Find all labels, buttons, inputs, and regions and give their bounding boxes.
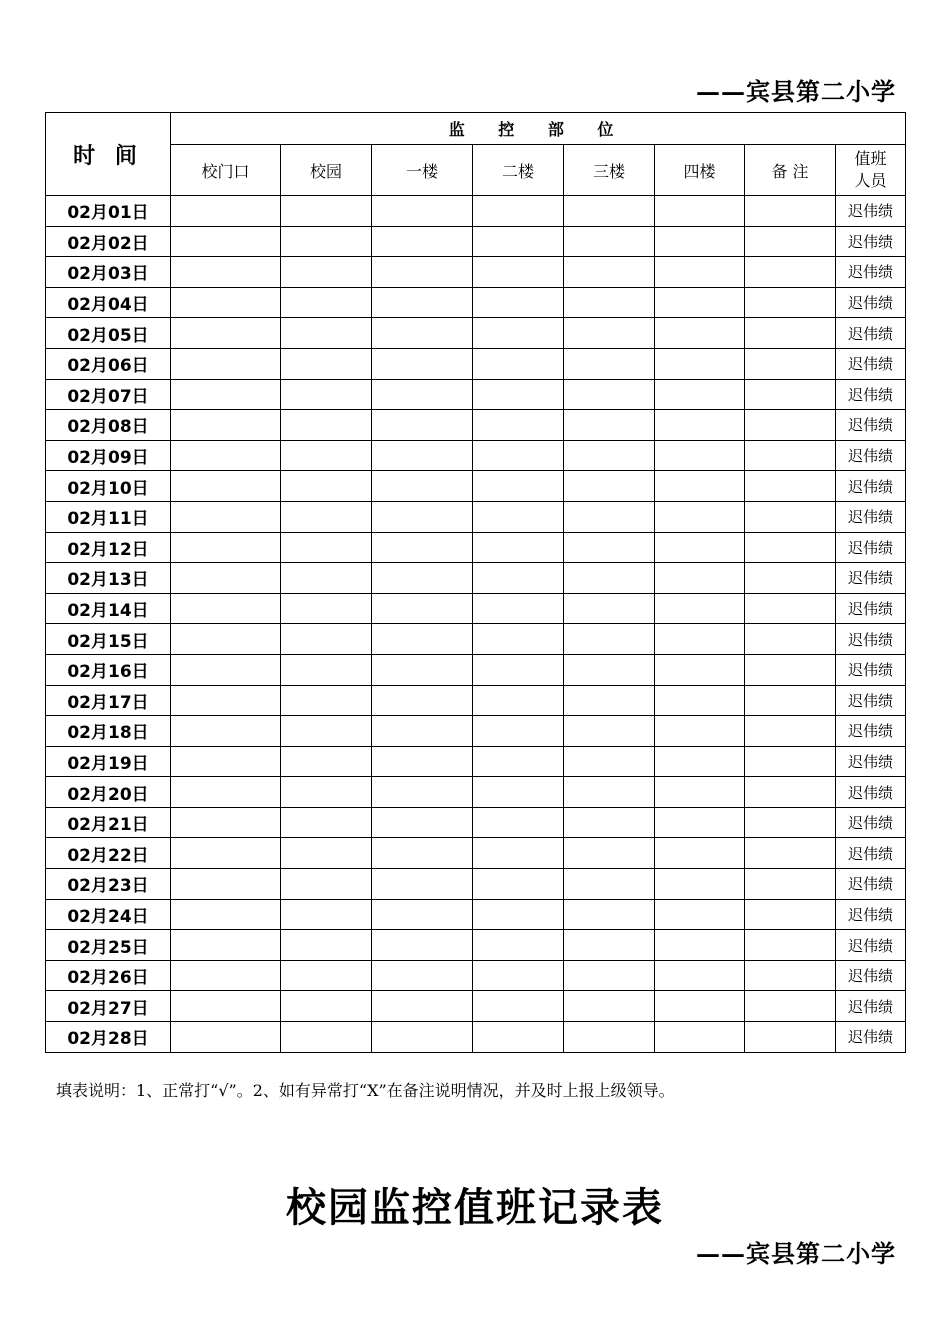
check-cell[interactable] (745, 440, 836, 471)
duty-staff-cell: 迟伟绩 (836, 899, 906, 930)
check-cell[interactable] (564, 838, 655, 869)
check-cell[interactable] (745, 991, 836, 1022)
check-cell[interactable] (171, 991, 281, 1022)
check-cell[interactable] (655, 991, 745, 1022)
check-cell[interactable] (281, 746, 372, 777)
duty-staff-cell: 迟伟绩 (836, 379, 906, 410)
duty-staff-cell: 迟伟绩 (836, 746, 906, 777)
check-cell[interactable] (372, 624, 473, 655)
check-cell[interactable] (473, 379, 564, 410)
check-cell[interactable] (655, 593, 745, 624)
table-row (46, 838, 906, 869)
check-cell[interactable] (372, 440, 473, 471)
date-cell: 02月08日 (46, 410, 171, 441)
check-cell[interactable] (564, 593, 655, 624)
check-cell[interactable] (564, 807, 655, 838)
table-row (46, 226, 906, 257)
check-cell[interactable] (281, 593, 372, 624)
check-cell[interactable] (372, 196, 473, 227)
date-cell: 02月20日 (46, 777, 171, 808)
duty-staff-cell: 迟伟绩 (836, 593, 906, 624)
table-row (46, 379, 906, 410)
table-row (46, 501, 906, 532)
table-row (46, 899, 906, 930)
check-cell[interactable] (281, 440, 372, 471)
check-cell[interactable] (564, 960, 655, 991)
check-cell[interactable] (171, 624, 281, 655)
duty-staff-cell: 迟伟绩 (836, 532, 906, 563)
check-cell[interactable] (655, 807, 745, 838)
date-cell: 02月22日 (46, 838, 171, 869)
check-cell[interactable] (745, 930, 836, 961)
date-cell: 02月07日 (46, 379, 171, 410)
check-cell[interactable] (372, 807, 473, 838)
fill-instructions: 填表说明：1、正常打“√”。2、如有异常打“X”在备注说明情况，并及时上报上级领导。 (56, 1081, 675, 1100)
duty-staff-cell: 迟伟绩 (836, 716, 906, 747)
check-cell[interactable] (655, 287, 745, 318)
check-cell[interactable] (564, 685, 655, 716)
check-cell[interactable] (281, 930, 372, 961)
check-cell[interactable] (372, 318, 473, 349)
check-cell[interactable] (745, 807, 836, 838)
check-cell[interactable] (171, 930, 281, 961)
check-cell[interactable] (564, 226, 655, 257)
check-cell[interactable] (655, 1022, 745, 1053)
check-cell[interactable] (281, 257, 372, 288)
table-row (46, 196, 906, 227)
check-cell[interactable] (745, 501, 836, 532)
table-row (46, 348, 906, 379)
check-cell[interactable] (745, 746, 836, 777)
check-cell[interactable] (655, 196, 745, 227)
check-cell[interactable] (473, 348, 564, 379)
check-cell[interactable] (281, 777, 372, 808)
check-cell[interactable] (281, 960, 372, 991)
table-row (46, 1022, 906, 1053)
check-cell[interactable] (171, 287, 281, 318)
duty-staff-cell: 迟伟绩 (836, 960, 906, 991)
check-cell[interactable] (281, 685, 372, 716)
check-cell[interactable] (655, 410, 745, 441)
check-cell[interactable] (655, 777, 745, 808)
date-cell: 02月06日 (46, 348, 171, 379)
check-cell[interactable] (473, 991, 564, 1022)
check-cell[interactable] (745, 257, 836, 288)
check-cell[interactable] (171, 532, 281, 563)
check-cell[interactable] (473, 196, 564, 227)
check-cell[interactable] (281, 563, 372, 594)
check-cell[interactable] (473, 440, 564, 471)
check-cell[interactable] (281, 716, 372, 747)
check-cell[interactable] (564, 991, 655, 1022)
check-cell[interactable] (473, 716, 564, 747)
monitor-location-header: 监 控 部 位 (171, 113, 906, 145)
column-header: 校门口 (171, 145, 281, 196)
check-cell[interactable] (171, 899, 281, 930)
check-cell[interactable] (745, 899, 836, 930)
check-cell[interactable] (171, 348, 281, 379)
check-cell[interactable] (564, 440, 655, 471)
check-cell[interactable] (564, 654, 655, 685)
check-cell[interactable] (372, 899, 473, 930)
check-cell[interactable] (564, 716, 655, 747)
table-row (46, 410, 906, 441)
date-cell: 02月23日 (46, 869, 171, 900)
check-cell[interactable] (745, 471, 836, 502)
check-cell[interactable] (372, 777, 473, 808)
check-cell[interactable] (655, 838, 745, 869)
check-cell[interactable] (281, 226, 372, 257)
date-cell: 02月12日 (46, 532, 171, 563)
table-row (46, 257, 906, 288)
check-cell[interactable] (171, 379, 281, 410)
check-cell[interactable] (372, 226, 473, 257)
column-header: 三楼 (564, 145, 655, 196)
check-cell[interactable] (473, 777, 564, 808)
check-cell[interactable] (655, 318, 745, 349)
check-cell[interactable] (473, 410, 564, 441)
check-cell[interactable] (564, 379, 655, 410)
check-cell[interactable] (473, 318, 564, 349)
check-cell[interactable] (745, 563, 836, 594)
duty-log-table (45, 112, 906, 1053)
check-cell[interactable] (281, 838, 372, 869)
check-cell[interactable] (473, 532, 564, 563)
check-cell[interactable] (171, 1022, 281, 1053)
date-cell: 02月10日 (46, 471, 171, 502)
check-cell[interactable] (171, 746, 281, 777)
duty-staff-cell: 迟伟绩 (836, 318, 906, 349)
duty-staff-cell: 迟伟绩 (836, 563, 906, 594)
check-cell[interactable] (473, 899, 564, 930)
date-cell: 02月19日 (46, 746, 171, 777)
check-cell[interactable] (281, 410, 372, 441)
date-cell: 02月05日 (46, 318, 171, 349)
date-cell: 02月24日 (46, 899, 171, 930)
check-cell[interactable] (372, 257, 473, 288)
check-cell[interactable] (655, 624, 745, 655)
check-cell[interactable] (372, 501, 473, 532)
column-header: 校园 (281, 145, 372, 196)
date-cell: 02月13日 (46, 563, 171, 594)
check-cell[interactable] (171, 318, 281, 349)
check-cell[interactable] (281, 807, 372, 838)
duty-staff-cell: 迟伟绩 (836, 440, 906, 471)
check-cell[interactable] (564, 196, 655, 227)
check-cell[interactable] (564, 563, 655, 594)
date-cell: 02月11日 (46, 501, 171, 532)
check-cell[interactable] (473, 624, 564, 655)
check-cell[interactable] (745, 654, 836, 685)
duty-header-line2: 人员 (854, 171, 887, 190)
duty-staff-header (836, 145, 906, 196)
duty-staff-cell: 迟伟绩 (836, 930, 906, 961)
check-cell[interactable] (281, 287, 372, 318)
check-cell[interactable] (745, 196, 836, 227)
check-cell[interactable] (655, 532, 745, 563)
check-cell[interactable] (655, 654, 745, 685)
check-cell[interactable] (745, 716, 836, 747)
check-cell[interactable] (745, 685, 836, 716)
duty-staff-cell: 迟伟绩 (836, 257, 906, 288)
check-cell[interactable] (281, 196, 372, 227)
check-cell[interactable] (281, 379, 372, 410)
check-cell[interactable] (655, 899, 745, 930)
check-cell[interactable] (564, 624, 655, 655)
check-cell[interactable] (171, 593, 281, 624)
check-cell[interactable] (564, 899, 655, 930)
date-cell: 02月25日 (46, 930, 171, 961)
check-cell[interactable] (372, 593, 473, 624)
date-cell: 02月17日 (46, 685, 171, 716)
table-row (46, 563, 906, 594)
check-cell[interactable] (745, 869, 836, 900)
check-cell[interactable] (655, 471, 745, 502)
check-cell[interactable] (655, 746, 745, 777)
check-cell[interactable] (655, 685, 745, 716)
check-cell[interactable] (655, 226, 745, 257)
table-row (46, 287, 906, 318)
check-cell[interactable] (372, 746, 473, 777)
check-cell[interactable] (564, 1022, 655, 1053)
check-cell[interactable] (171, 869, 281, 900)
check-cell[interactable] (745, 226, 836, 257)
table-row (46, 807, 906, 838)
check-cell[interactable] (372, 654, 473, 685)
duty-staff-cell: 迟伟绩 (836, 869, 906, 900)
check-cell[interactable] (171, 777, 281, 808)
duty-staff-cell: 迟伟绩 (836, 348, 906, 379)
check-cell[interactable] (473, 563, 564, 594)
check-cell[interactable] (745, 532, 836, 563)
check-cell[interactable] (171, 807, 281, 838)
check-cell[interactable] (372, 960, 473, 991)
check-cell[interactable] (655, 257, 745, 288)
check-cell[interactable] (281, 501, 372, 532)
table-row (46, 746, 906, 777)
date-cell: 02月26日 (46, 960, 171, 991)
table-row (46, 991, 906, 1022)
check-cell[interactable] (564, 471, 655, 502)
date-cell: 02月21日 (46, 807, 171, 838)
duty-staff-cell: 迟伟绩 (836, 654, 906, 685)
date-cell: 02月02日 (46, 226, 171, 257)
school-name: ——宾县第二小学 (696, 1239, 896, 1268)
table-row (46, 685, 906, 716)
check-cell[interactable] (281, 899, 372, 930)
date-cell: 02月28日 (46, 1022, 171, 1053)
check-cell[interactable] (171, 196, 281, 227)
check-cell[interactable] (372, 287, 473, 318)
check-cell[interactable] (473, 685, 564, 716)
duty-staff-cell: 迟伟绩 (836, 410, 906, 441)
duty-staff-cell: 迟伟绩 (836, 685, 906, 716)
check-cell[interactable] (564, 287, 655, 318)
date-cell: 02月27日 (46, 991, 171, 1022)
date-cell: 02月18日 (46, 716, 171, 747)
check-cell[interactable] (281, 348, 372, 379)
check-cell[interactable] (745, 593, 836, 624)
check-cell[interactable] (372, 563, 473, 594)
table-row (46, 960, 906, 991)
check-cell[interactable] (372, 1022, 473, 1053)
page-title: 校园监控值班记录表 (286, 1184, 664, 1231)
duty-staff-cell: 迟伟绩 (836, 807, 906, 838)
table-row (46, 654, 906, 685)
check-cell[interactable] (745, 960, 836, 991)
check-cell[interactable] (171, 471, 281, 502)
check-cell[interactable] (281, 624, 372, 655)
column-header: 一楼 (372, 145, 473, 196)
check-cell[interactable] (372, 532, 473, 563)
check-cell[interactable] (281, 471, 372, 502)
table-row (46, 318, 906, 349)
check-cell[interactable] (171, 257, 281, 288)
check-cell[interactable] (745, 624, 836, 655)
check-cell[interactable] (655, 440, 745, 471)
check-cell[interactable] (473, 287, 564, 318)
check-cell[interactable] (372, 716, 473, 747)
date-cell: 02月09日 (46, 440, 171, 471)
check-cell[interactable] (564, 501, 655, 532)
check-cell[interactable] (745, 777, 836, 808)
check-cell[interactable] (655, 869, 745, 900)
check-cell[interactable] (564, 532, 655, 563)
check-cell[interactable] (655, 501, 745, 532)
date-cell: 02月04日 (46, 287, 171, 318)
check-cell[interactable] (171, 563, 281, 594)
check-cell[interactable] (564, 746, 655, 777)
check-cell[interactable] (171, 654, 281, 685)
check-cell[interactable] (473, 257, 564, 288)
check-cell[interactable] (281, 991, 372, 1022)
check-cell[interactable] (281, 532, 372, 563)
check-cell[interactable] (655, 379, 745, 410)
table-row (46, 930, 906, 961)
check-cell[interactable] (171, 960, 281, 991)
column-header: 四楼 (655, 145, 745, 196)
check-cell[interactable] (655, 930, 745, 961)
check-cell[interactable] (473, 1022, 564, 1053)
date-cell: 02月15日 (46, 624, 171, 655)
date-cell: 02月16日 (46, 654, 171, 685)
check-cell[interactable] (564, 257, 655, 288)
check-cell[interactable] (745, 379, 836, 410)
check-cell[interactable] (564, 348, 655, 379)
check-cell[interactable] (655, 716, 745, 747)
duty-staff-cell: 迟伟绩 (836, 287, 906, 318)
check-cell[interactable] (281, 318, 372, 349)
check-cell[interactable] (171, 410, 281, 441)
check-cell[interactable] (564, 777, 655, 808)
column-header: 二楼 (473, 145, 564, 196)
time-header: 时 间 (46, 113, 171, 196)
check-cell[interactable] (473, 654, 564, 685)
duty-staff-cell: 迟伟绩 (836, 226, 906, 257)
check-cell[interactable] (372, 685, 473, 716)
table-row (46, 440, 906, 471)
date-cell: 02月01日 (46, 196, 171, 227)
check-cell[interactable] (473, 838, 564, 869)
check-cell[interactable] (171, 440, 281, 471)
check-cell[interactable] (473, 930, 564, 961)
check-cell[interactable] (171, 716, 281, 747)
check-cell[interactable] (372, 991, 473, 1022)
table-row (46, 532, 906, 563)
check-cell[interactable] (655, 960, 745, 991)
check-cell[interactable] (281, 654, 372, 685)
check-cell[interactable] (171, 685, 281, 716)
check-cell[interactable] (473, 226, 564, 257)
duty-header-line1: 值班 (854, 149, 887, 168)
duty-staff-cell: 迟伟绩 (836, 196, 906, 227)
duty-staff-cell: 迟伟绩 (836, 624, 906, 655)
check-cell[interactable] (655, 348, 745, 379)
check-cell[interactable] (745, 287, 836, 318)
check-cell[interactable] (372, 379, 473, 410)
duty-staff-cell: 迟伟绩 (836, 471, 906, 502)
check-cell[interactable] (372, 348, 473, 379)
check-cell[interactable] (171, 501, 281, 532)
table-row (46, 716, 906, 747)
check-cell[interactable] (372, 869, 473, 900)
date-cell: 02月14日 (46, 593, 171, 624)
date-cell: 02月03日 (46, 257, 171, 288)
check-cell[interactable] (281, 869, 372, 900)
duty-staff-cell: 迟伟绩 (836, 501, 906, 532)
check-cell[interactable] (564, 930, 655, 961)
check-cell[interactable] (745, 1022, 836, 1053)
check-cell[interactable] (745, 318, 836, 349)
check-cell[interactable] (564, 318, 655, 349)
column-header: 备 注 (745, 145, 836, 196)
check-cell[interactable] (473, 746, 564, 777)
check-cell[interactable] (281, 1022, 372, 1053)
check-cell[interactable] (473, 869, 564, 900)
check-cell[interactable] (655, 563, 745, 594)
check-cell[interactable] (473, 501, 564, 532)
check-cell[interactable] (171, 226, 281, 257)
table-row (46, 593, 906, 624)
school-name: ——宾县第二小学 (696, 77, 896, 106)
table-row (46, 624, 906, 655)
check-cell[interactable] (171, 838, 281, 869)
check-cell[interactable] (372, 471, 473, 502)
check-cell[interactable] (372, 838, 473, 869)
check-cell[interactable] (372, 410, 473, 441)
check-cell[interactable] (372, 930, 473, 961)
check-cell[interactable] (473, 960, 564, 991)
check-cell[interactable] (745, 838, 836, 869)
check-cell[interactable] (745, 348, 836, 379)
check-cell[interactable] (473, 471, 564, 502)
duty-staff-cell: 迟伟绩 (836, 838, 906, 869)
check-cell[interactable] (473, 593, 564, 624)
check-cell[interactable] (564, 410, 655, 441)
duty-staff-cell: 迟伟绩 (836, 1022, 906, 1053)
check-cell[interactable] (745, 410, 836, 441)
check-cell[interactable] (473, 807, 564, 838)
table-row (46, 471, 906, 502)
table-row (46, 869, 906, 900)
table-row (46, 777, 906, 808)
duty-staff-cell: 迟伟绩 (836, 777, 906, 808)
duty-staff-cell: 迟伟绩 (836, 991, 906, 1022)
check-cell[interactable] (564, 869, 655, 900)
